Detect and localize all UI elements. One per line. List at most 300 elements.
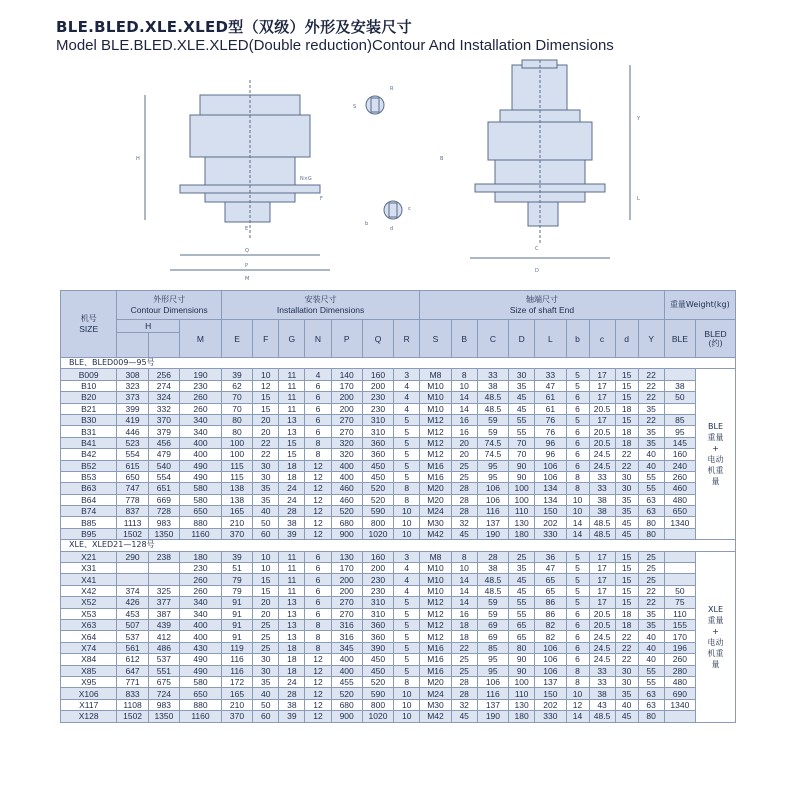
table-cell: 554	[148, 471, 179, 482]
table-cell: 55	[509, 608, 535, 619]
table-row	[61, 551, 736, 562]
table-row	[61, 403, 736, 414]
table-cell: 200	[331, 392, 362, 403]
table-cell: 33	[477, 369, 508, 380]
table-row	[61, 699, 736, 710]
table-cell: 18	[451, 631, 477, 642]
table-cell: 170	[664, 631, 695, 642]
table-cell: 12	[305, 676, 331, 687]
technical-drawings	[136, 60, 670, 282]
table-cell: 551	[148, 665, 179, 676]
table-cell: 20.5	[589, 403, 615, 414]
table-cell: 12	[253, 380, 279, 391]
col-header-L: L	[535, 320, 566, 358]
table-cell: 880	[180, 699, 222, 710]
table-cell: X31	[61, 563, 117, 574]
drawing-label: Y	[637, 116, 641, 122]
table-cell: 270	[331, 597, 362, 608]
table-cell: 138	[221, 494, 252, 505]
table-cell: 65	[535, 585, 566, 596]
table-cell: 4	[394, 585, 420, 596]
table-cell: 11	[279, 380, 305, 391]
table-cell: 8	[566, 676, 589, 687]
table-cell: 320	[331, 449, 362, 460]
table-cell: 240	[664, 460, 695, 471]
table-cell: 61	[535, 392, 566, 403]
table-cell: 280	[664, 665, 695, 676]
table-cell: M12	[420, 619, 451, 630]
table-cell: 76	[535, 414, 566, 425]
table-cell: 15	[279, 437, 305, 448]
table-cell: 63	[638, 699, 664, 710]
table-cell: 25	[638, 574, 664, 585]
contour-header	[117, 291, 221, 320]
table-cell: 30	[615, 471, 638, 482]
table-row	[61, 631, 736, 642]
table-cell: 48.5	[477, 585, 508, 596]
table-row	[61, 688, 736, 699]
table-cell: 47	[535, 563, 566, 574]
table-row	[61, 528, 736, 539]
table-cell: 480	[664, 676, 695, 687]
table-cell: 5	[566, 414, 589, 425]
table-cell: 1020	[362, 528, 393, 539]
table-cell: M12	[420, 608, 451, 619]
table-cell: 486	[148, 642, 179, 653]
table-cell: 651	[148, 483, 179, 494]
table-cell: 8	[451, 551, 477, 562]
table-cell: 5	[394, 665, 420, 676]
table-cell: 33	[589, 483, 615, 494]
table-cell: 48.5	[589, 711, 615, 722]
table-cell: 12	[305, 711, 331, 722]
table-cell: 1350	[148, 528, 179, 539]
drawing-label: M	[245, 276, 250, 282]
table-cell: M12	[420, 426, 451, 437]
table-cell: 90	[509, 665, 535, 676]
table-cell	[664, 369, 695, 380]
table-cell: 63	[638, 494, 664, 505]
table-cell	[664, 563, 695, 574]
table-cell: 324	[148, 392, 179, 403]
table-cell: 11	[279, 574, 305, 585]
table-row	[61, 392, 736, 403]
table-row	[61, 711, 736, 722]
table-cell: 25	[451, 654, 477, 665]
table-cell: 38	[664, 380, 695, 391]
table-cell: 20.5	[589, 437, 615, 448]
table-cell: B53	[61, 471, 117, 482]
table-cell: 33	[589, 665, 615, 676]
table-row	[61, 483, 736, 494]
table-cell: 18	[615, 426, 638, 437]
table-cell: 419	[117, 414, 148, 425]
table-cell: 80	[221, 426, 252, 437]
table-cell: B21	[61, 403, 117, 414]
xle-section	[61, 540, 736, 722]
table-cell: 612	[117, 654, 148, 665]
table-cell: M8	[420, 551, 451, 562]
table-cell: X106	[61, 688, 117, 699]
table-cell: 11	[279, 369, 305, 380]
table-cell: 1340	[664, 517, 695, 528]
table-cell: 5	[566, 369, 589, 380]
table-cell: 6	[305, 574, 331, 585]
table-cell: M12	[420, 631, 451, 642]
table-cell: 40	[253, 688, 279, 699]
table-cell: 390	[362, 642, 393, 653]
table-cell: 30	[615, 676, 638, 687]
table-cell: 446	[117, 426, 148, 437]
table-cell: M12	[420, 414, 451, 425]
table-cell: 39	[279, 528, 305, 539]
table-cell: 24.5	[589, 631, 615, 642]
table-cell: 14	[566, 711, 589, 722]
table-cell: 8	[305, 437, 331, 448]
table-cell: 1502	[117, 528, 148, 539]
table-cell: 55	[638, 471, 664, 482]
table-cell: 25	[451, 471, 477, 482]
table-cell: 86	[535, 597, 566, 608]
table-cell: 22	[451, 642, 477, 653]
table-cell: 40	[638, 460, 664, 471]
table-cell: 69	[477, 619, 508, 630]
table-cell: 11	[279, 585, 305, 596]
table-cell	[664, 403, 695, 414]
table-cell: M12	[420, 437, 451, 448]
table-row	[61, 506, 736, 517]
table-cell: 310	[362, 597, 393, 608]
table-cell: 230	[180, 380, 222, 391]
table-cell: 747	[117, 483, 148, 494]
table-cell: 106	[477, 483, 508, 494]
table-cell: 256	[148, 369, 179, 380]
table-cell: 24	[279, 483, 305, 494]
table-cell: 190	[477, 711, 508, 722]
table-cell: 96	[535, 437, 566, 448]
table-cell: 15	[253, 392, 279, 403]
table-cell: 20	[451, 449, 477, 460]
table-cell: 439	[148, 619, 179, 630]
motor-output-shaft	[528, 202, 558, 226]
table-cell: 28	[279, 506, 305, 517]
table-cell: 400	[331, 471, 362, 482]
ble-weight-note: BLE 重量 + 电动 机重 量	[696, 369, 736, 540]
drawing-label: B	[440, 156, 444, 162]
table-cell: X85	[61, 665, 117, 676]
table-cell: 6	[566, 642, 589, 653]
drawing-label: c	[408, 206, 411, 212]
table-cell: 10	[394, 711, 420, 722]
ble-section	[61, 358, 736, 540]
table-cell: 28	[451, 688, 477, 699]
table-cell: 200	[331, 403, 362, 414]
table-cell: 983	[148, 699, 179, 710]
shaft-header-cn: 轴端尺寸	[526, 295, 559, 304]
table-cell: 6	[305, 585, 331, 596]
table-cell: 340	[180, 608, 222, 619]
table-cell: B52	[61, 460, 117, 471]
table-cell: 580	[180, 483, 222, 494]
col-header-G: G	[279, 320, 305, 358]
table-cell: 18	[615, 403, 638, 414]
table-cell: 1108	[117, 699, 148, 710]
table-cell: 379	[148, 426, 179, 437]
table-cell: 20	[253, 608, 279, 619]
table-cell: 430	[180, 642, 222, 653]
table-cell: M30	[420, 699, 451, 710]
table-cell: 18	[279, 460, 305, 471]
table-cell: 14	[566, 528, 589, 539]
table-cell: 6	[305, 414, 331, 425]
table-cell: 20.5	[589, 608, 615, 619]
table-cell: 32	[451, 699, 477, 710]
table-cell: 160	[362, 369, 393, 380]
install-header-cn: 安装尺寸	[304, 295, 337, 304]
table-cell: 370	[221, 711, 252, 722]
table-row	[61, 563, 736, 574]
col-header-P: P	[331, 320, 362, 358]
table-cell: 6	[305, 426, 331, 437]
table-cell: 45	[615, 528, 638, 539]
table-cell: 28	[451, 506, 477, 517]
table-cell: 25	[253, 631, 279, 642]
table-cell: 22	[638, 369, 664, 380]
table-cell: 45	[451, 711, 477, 722]
table-cell: 507	[117, 619, 148, 630]
table-cell: 35	[615, 688, 638, 699]
reducer-drawing-svg	[136, 60, 670, 282]
table-cell: 274	[148, 380, 179, 391]
table-cell: 80	[638, 517, 664, 528]
table-cell: 1340	[664, 699, 695, 710]
table-cell: 8	[451, 369, 477, 380]
table-cell: 70	[509, 437, 535, 448]
table-cell: 90	[509, 460, 535, 471]
table-cell: M16	[420, 665, 451, 676]
table-cell: 22	[638, 585, 664, 596]
table-cell: 55	[509, 426, 535, 437]
table-cell: 24.5	[589, 654, 615, 665]
table-cell: 1502	[117, 711, 148, 722]
table-cell: X42	[61, 585, 117, 596]
table-cell: X41	[61, 574, 117, 585]
table-cell: 22	[615, 631, 638, 642]
table-cell: 30	[615, 665, 638, 676]
table-cell: 6	[305, 551, 331, 562]
table-cell: 10	[253, 551, 279, 562]
dimension-table	[60, 290, 736, 723]
table-cell: 137	[535, 676, 566, 687]
table-cell: 39	[221, 369, 252, 380]
table-cell: 130	[509, 517, 535, 528]
table-cell: 170	[331, 563, 362, 574]
table-cell: 5	[394, 642, 420, 653]
table-cell: 10	[394, 528, 420, 539]
install-header	[221, 291, 419, 320]
col-header-b: b	[566, 320, 589, 358]
table-cell: 12	[305, 654, 331, 665]
table-cell: 4	[394, 392, 420, 403]
table-cell: 680	[331, 517, 362, 528]
col-header-Y: Y	[638, 320, 664, 358]
table-cell: 580	[180, 494, 222, 505]
table-cell: 400	[180, 437, 222, 448]
table-cell: 490	[180, 471, 222, 482]
table-cell: 20	[253, 426, 279, 437]
table-cell: 20	[253, 597, 279, 608]
table-cell: 130	[509, 699, 535, 710]
col-header-H-blank-2	[148, 333, 179, 358]
table-cell: 38	[477, 563, 508, 574]
table-cell: 3	[394, 369, 420, 380]
table-cell: 28	[451, 494, 477, 505]
table-cell: M24	[420, 506, 451, 517]
table-cell: 18	[279, 665, 305, 676]
table-cell: 172	[221, 676, 252, 687]
table-cell: 18	[615, 437, 638, 448]
table-cell	[664, 711, 695, 722]
table-cell: 15	[615, 597, 638, 608]
table-cell: 270	[331, 608, 362, 619]
table-cell: 6	[566, 449, 589, 460]
table-cell: 260	[180, 403, 222, 414]
table-cell: 320	[331, 437, 362, 448]
table-cell: 60	[253, 528, 279, 539]
table-cell: 55	[509, 597, 535, 608]
table-cell: 61	[535, 403, 566, 414]
key-top	[371, 98, 379, 112]
table-cell: 450	[362, 471, 393, 482]
table-cell: 490	[180, 654, 222, 665]
table-row	[61, 608, 736, 619]
table-cell: 387	[148, 608, 179, 619]
table-cell: 33	[535, 369, 566, 380]
table-cell: 50	[664, 392, 695, 403]
table-cell: 80	[221, 414, 252, 425]
table-cell: 59	[477, 414, 508, 425]
table-cell: 4	[305, 369, 331, 380]
table-cell: 210	[221, 699, 252, 710]
table-cell: 17	[589, 551, 615, 562]
table-cell: 480	[664, 494, 695, 505]
table-cell: 62	[221, 380, 252, 391]
table-cell: 230	[362, 585, 393, 596]
table-cell: 45	[509, 392, 535, 403]
table-cell: 10	[253, 563, 279, 574]
table-cell: 5	[394, 471, 420, 482]
table-cell: 650	[180, 506, 222, 517]
table-cell: 1350	[148, 711, 179, 722]
table-cell: 106	[535, 471, 566, 482]
table-cell: 8	[566, 665, 589, 676]
table-cell: 880	[180, 517, 222, 528]
table-cell: 24.5	[589, 460, 615, 471]
table-cell: 95	[477, 460, 508, 471]
table-cell: 1020	[362, 711, 393, 722]
table-cell: 10	[394, 506, 420, 517]
table-cell: 25	[638, 551, 664, 562]
table-cell: 323	[117, 380, 148, 391]
table-cell: 316	[331, 619, 362, 630]
table-cell: 400	[180, 619, 222, 630]
table-cell: 230	[362, 574, 393, 585]
table-cell: 50	[253, 699, 279, 710]
drawing-label: P	[245, 263, 249, 269]
table-cell: 90	[509, 471, 535, 482]
table-cell	[117, 574, 148, 585]
table-cell: M42	[420, 711, 451, 722]
table-cell: 35	[638, 619, 664, 630]
table-cell: 6	[305, 403, 331, 414]
table-cell: 370	[221, 528, 252, 539]
table-cell: 17	[589, 585, 615, 596]
table-cell: 14	[451, 392, 477, 403]
table-cell: 95	[477, 665, 508, 676]
table-cell: 96	[535, 449, 566, 460]
table-cell: 8	[566, 471, 589, 482]
table-cell: 116	[477, 506, 508, 517]
table-cell: 8	[394, 483, 420, 494]
table-cell: 345	[331, 642, 362, 653]
table-cell: 165	[221, 688, 252, 699]
table-cell: 115	[221, 471, 252, 482]
table-cell: M16	[420, 471, 451, 482]
col-header-N: N	[305, 320, 331, 358]
table-cell: 55	[638, 676, 664, 687]
table-cell: 308	[117, 369, 148, 380]
table-cell: 11	[279, 403, 305, 414]
table-cell: M10	[420, 403, 451, 414]
table-cell: B63	[61, 483, 117, 494]
table-cell: 20	[451, 437, 477, 448]
table-cell: 76	[535, 426, 566, 437]
table-cell: 22	[253, 449, 279, 460]
table-cell: 100	[509, 676, 535, 687]
table-cell: X117	[61, 699, 117, 710]
table-cell: 400	[180, 631, 222, 642]
table-cell: M16	[420, 642, 451, 653]
table-cell: B64	[61, 494, 117, 505]
table-cell: 8	[394, 494, 420, 505]
table-cell: 360	[362, 437, 393, 448]
table-cell: 25	[253, 619, 279, 630]
table-cell: 75	[664, 597, 695, 608]
table-cell: 165	[221, 506, 252, 517]
table-cell: 17	[589, 369, 615, 380]
table-cell: 28	[279, 688, 305, 699]
drawing-label: D	[535, 268, 539, 274]
table-cell: 24	[279, 494, 305, 505]
table-cell: 650	[664, 506, 695, 517]
table-cell: 5	[394, 597, 420, 608]
table-cell: M42	[420, 528, 451, 539]
table-cell: 290	[117, 551, 148, 562]
table-cell: B009	[61, 369, 117, 380]
table-cell: 8	[305, 642, 331, 653]
table-cell: 63	[638, 688, 664, 699]
table-cell: 38	[589, 506, 615, 517]
shaft-header	[420, 291, 664, 320]
table-cell: 4	[394, 574, 420, 585]
table-cell: 160	[664, 449, 695, 460]
contour-header-en: Contour Dimensions	[130, 305, 208, 315]
table-cell: M10	[420, 574, 451, 585]
table-cell: B41	[61, 437, 117, 448]
table-cell: 40	[253, 506, 279, 517]
table-cell: 18	[615, 619, 638, 630]
table-cell	[664, 528, 695, 539]
